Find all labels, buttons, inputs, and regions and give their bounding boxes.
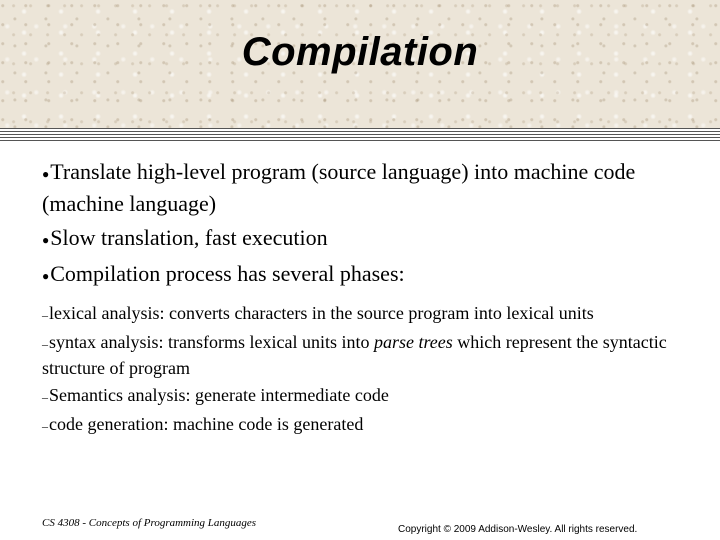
slide-title: Compilation: [241, 30, 479, 74]
title-divider: [0, 128, 720, 142]
sub-bullet-text: which represent the syntactic structure of program: [42, 331, 667, 378]
bullet-item: [42, 259, 682, 291]
sub-bullet-item: [42, 330, 682, 380]
sub-bullet-item: [42, 383, 682, 409]
bullet-dot-icon: ●: [42, 232, 50, 247]
sub-bullet-text: lexical analysis: converts characters in the source program into lexical units: [49, 302, 594, 323]
bullet-text: Translate high-level program (source language) into machine code (machine language): [42, 159, 636, 216]
bullet-text: Slow translation, fast execution: [50, 224, 328, 250]
bullet-dot-icon: ●: [42, 166, 50, 181]
footer-copyright: Copyright © 2009 Addison-Wesley. All rights reserved.: [398, 524, 638, 535]
slide-body: [42, 157, 682, 441]
dash-icon: –: [42, 336, 48, 351]
bullet-item: [42, 223, 682, 255]
dash-icon: –: [42, 307, 48, 322]
sub-bullet-text: Semantics analysis: generate intermediate code: [49, 384, 389, 405]
sub-bullet-item: [42, 412, 682, 438]
bullet-dot-icon: ●: [42, 268, 50, 283]
sub-bullet-emphasis: parse trees: [373, 331, 453, 352]
sub-bullet-text: code generation: machine code is generated: [49, 413, 364, 434]
bullet-item: [42, 157, 682, 219]
bullet-text: Compilation process has several phases:: [50, 260, 405, 286]
dash-icon: –: [42, 389, 48, 404]
sub-bullet-text: syntax analysis: transforms lexical units into: [49, 331, 374, 352]
dash-icon: –: [42, 418, 48, 433]
sub-bullet-item: [42, 301, 682, 327]
footer-course: CS 4308 - Concepts of Programming Languages: [42, 517, 257, 529]
